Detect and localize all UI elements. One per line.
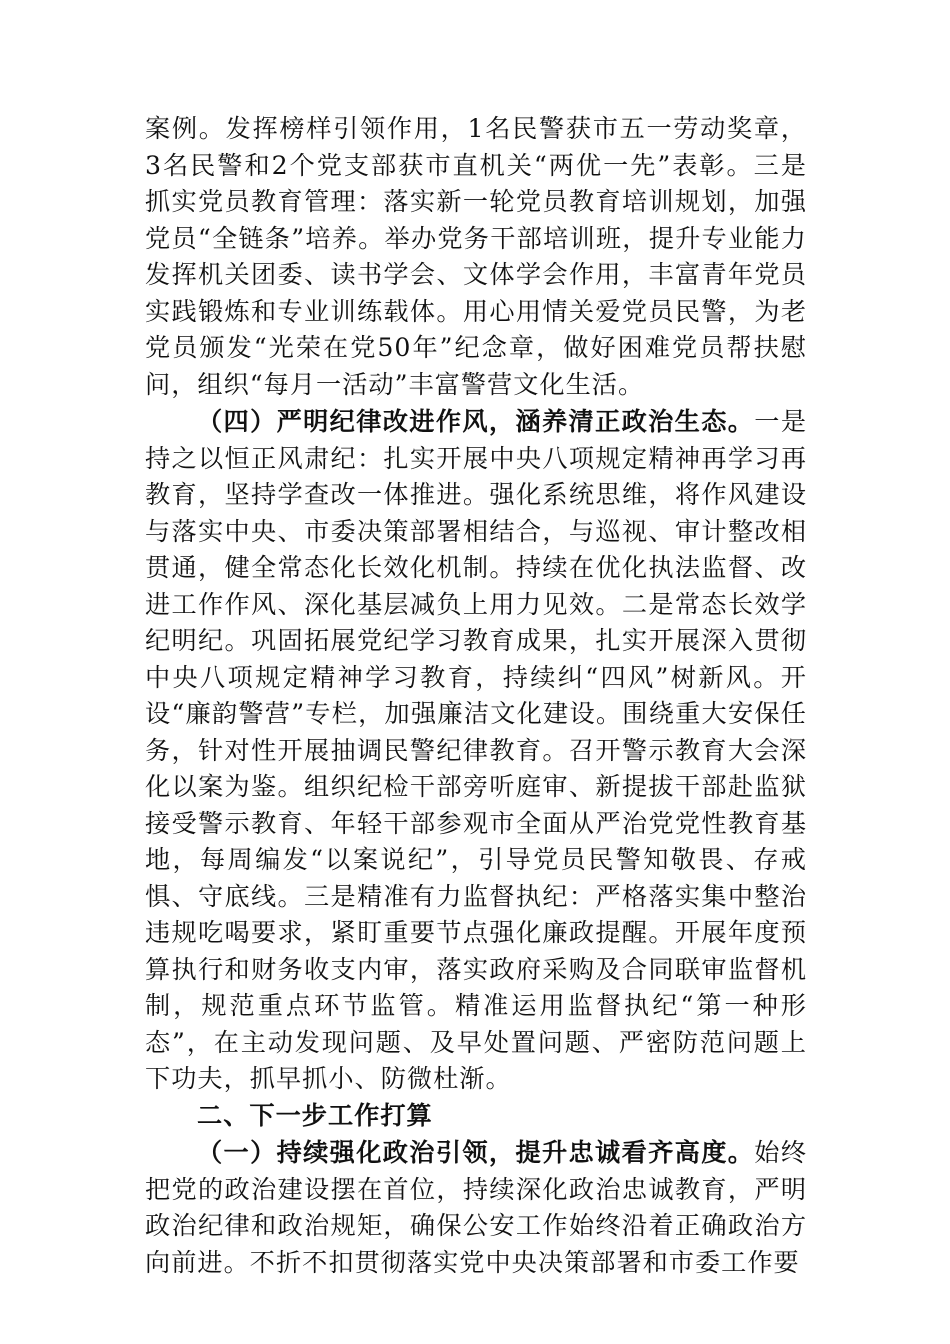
paragraph-political-guidance <box>145 1134 807 1281</box>
paragraph-body: 一是持之以恒正风肃纪：扎实开展中央八项规定精神再学习再教育，坚持学查改一体推进。强化系统思维，将作风建设与落实中央、市委决策部署相结合，与巡视、审计整改相贯通，健全常态化长效化机制。持续在优化执法监督、改进工作作风、深化基层减负上用力见效。二是常态长效学纪明纪。巩固拓展党纪学习教育成果，扎实开展深入贯彻中央八项规定精神学习教育，持续纠“四风”树新风。开设“廉韵警营”专栏，加强廉洁文化建设。围绕重大安保任务，针对性开展抽调民警纪律教育。召开警示教育大会深化以案为鉴。组织纪检干部旁听庭审、新提拔干部赴监狱接受警示教育、年轻干部参观市全面从严治党党性教育基地，每周编发“以案说纪”，引导党员民警知敬畏、存戒惧、守底线。三是精准有力监督执纪：严格落实集中整治违规吃喝要求，紧盯重要节点强化廉政提醒。开展年度预算执行和财务收支内审，落实政府采购及合同联审监督机制，规范重点环节监管。精准运用监督执纪“第一种形态”，在主动发现问题、及早处置问题、严密防范问题上下功夫，抓早抓小、防微杜渐。 <box>145 407 808 1093</box>
paragraph-body: 始终把党的政治建设摆在首位，持续深化政治忠诚教育，严明政治纪律和政治规矩，确保公安工作始终沿着正确政治方向前进。不折不扣贯彻落实党中央决策部署和市委工作要 <box>145 1138 808 1277</box>
document-page <box>145 111 807 1281</box>
paragraph-discipline-style <box>145 403 807 1098</box>
paragraph-lead: （四）严明纪律改进作风，涵养清正政治生态。 <box>197 406 755 436</box>
paragraph-text: 案例。发挥榜样引领作用，1名民警获市五一劳动奖章，3名民警和2个党支部获市直机关“两优一先”表彰。三是抓实党员教育管理：落实新一轮党员教育培训规划，加强党员“全链条”培养。举办党务干部培训班，提升专业能力发挥机关团委、读书学会、文体学会作用，丰富青年党员实践锻炼和专业训练载体。用心用情关爱党员民警，为老党员颁发“光荣在党50年”纪念章，做好困难党员帮扶慰问，组织“每月一活动”丰富警营文化生活。 <box>145 114 807 399</box>
paragraph-party-education <box>145 111 807 403</box>
section-heading-next-steps: 二、下一步工作打算 <box>197 1100 433 1130</box>
paragraph-lead: （一）持续强化政治引领，提升忠诚看齐高度。 <box>197 1137 755 1167</box>
